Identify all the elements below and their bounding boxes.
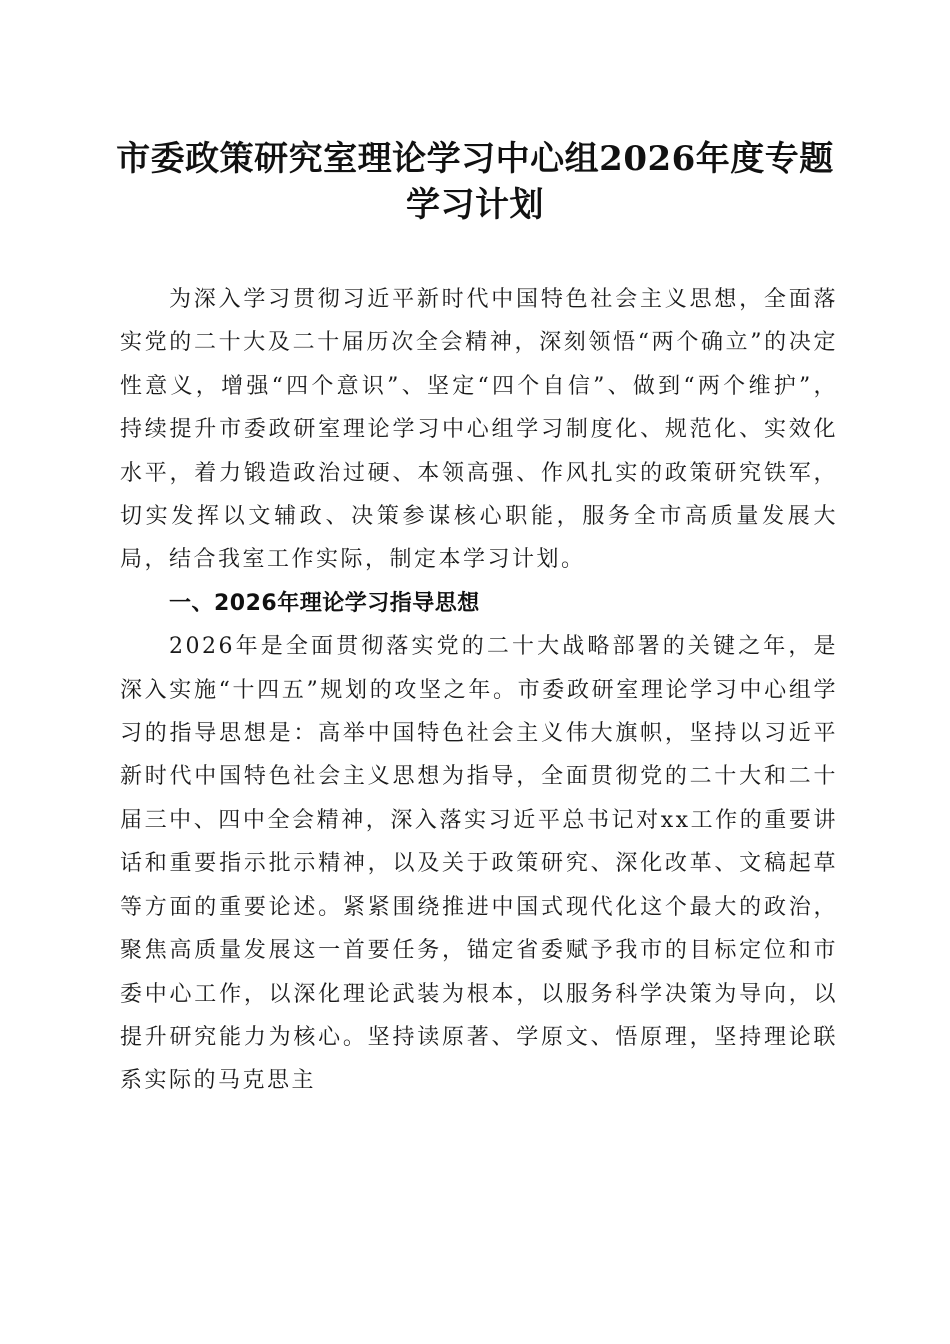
section-heading-guiding-thought: 一、2026年理论学习指导思想 [169, 590, 480, 616]
document-body [120, 278, 838, 1103]
intro-paragraph: 为深入学习贯彻习近平新时代中国特色社会主义思想，全面落实党的二十大及二十届历次全会精神，深刻领悟“两个确立”的决定性意义，增强“四个意识”、坚定“四个自信”、做到“两个维护”，持续提升市委政研室理论学习中心组学习制度化、规范化、实效化水平，着力锻造政治过硬、本领高强、作风扎实的政策研究铁军，切实发挥以文辅政、决策参谋核心职能，服务全市高质量发展大局，结合我室工作实际，制定本学习计划。 [120, 287, 838, 573]
section-paragraph-guiding-thought: 2026年是全面贯彻落实党的二十大战略部署的关键之年，是深入实施“十四五”规划的攻坚之年。市委政研室理论学习中心组学习的指导思想是：高举中国特色社会主义伟大旗帜，坚持以习近平新时代中国特色社会主义思想为指导，全面贯彻党的二十大和二十届三中、四中全会精神，深入落实习近平总书记对xx工作的重要讲话和重要指示批示精神，以及关于政策研究、深化改革、文稿起草等方面的重要论述。紧紧围绕推进中国式现代化这个最大的政治，聚焦高质量发展这一首要任务，锚定省委赋予我市的目标定位和市委中心工作，以深化理论武装为根本，以服务科学决策为导向，以提升研究能力为核心。坚持读原著、学原文、悟原理，坚持理论联系实际的马克思主 [120, 634, 838, 1094]
document-title: 市委政策研究室理论学习中心组2026年度专题学习计划 [116, 139, 834, 225]
